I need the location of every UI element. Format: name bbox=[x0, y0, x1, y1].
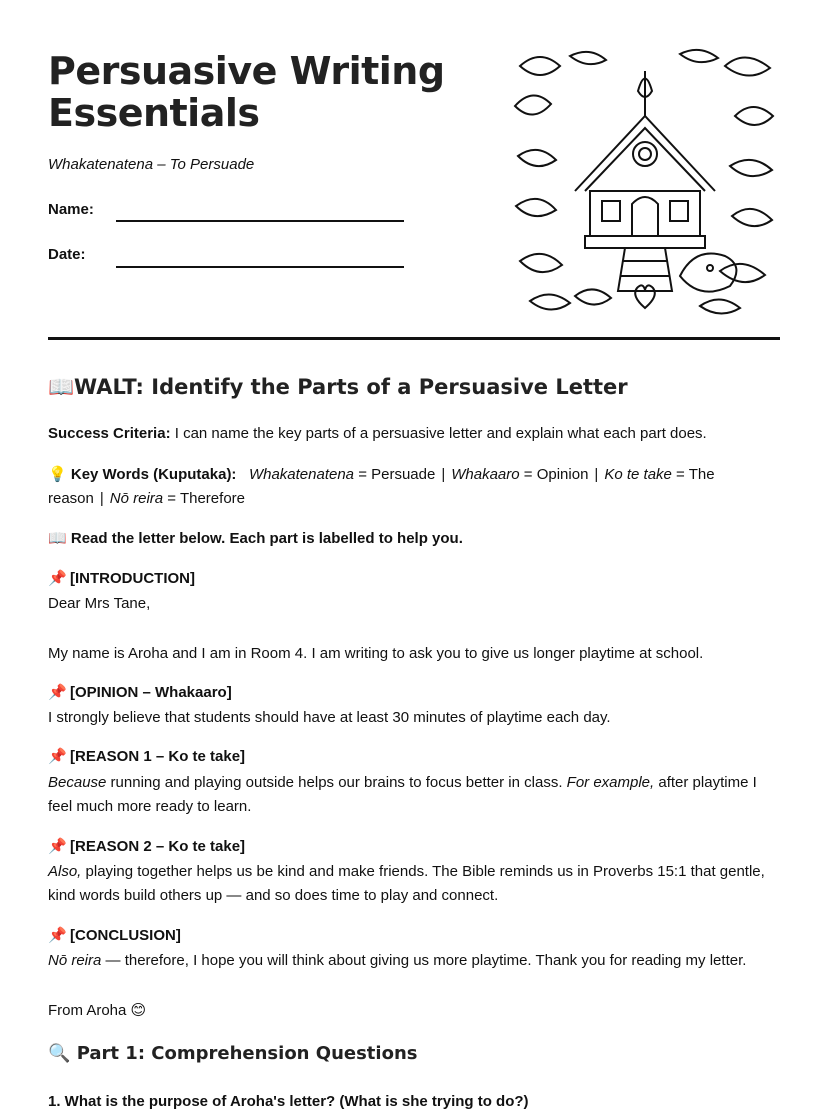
pushpin-icon: 📌 bbox=[48, 570, 67, 587]
reason-1-body bbox=[48, 771, 780, 819]
success-criteria-text: I can name the key parts of a persuasive letter and explain what each part does. bbox=[170, 425, 707, 442]
keyword-term: Whakaaro bbox=[451, 466, 520, 483]
instruction bbox=[48, 527, 780, 551]
section-label-introduction bbox=[48, 567, 780, 591]
pushpin-icon: 📌 bbox=[48, 838, 67, 855]
keyword-term: Ko te take bbox=[604, 466, 672, 483]
key-words-label: Key Words (Kuputaka): bbox=[70, 466, 237, 483]
name-field[interactable] bbox=[116, 220, 404, 222]
pushpin-icon: 📌 bbox=[48, 684, 67, 701]
keyword-separator: | bbox=[441, 466, 446, 483]
keyword-meaning: = The reason bbox=[48, 466, 715, 507]
section-label-conclusion bbox=[48, 924, 780, 948]
date-field[interactable] bbox=[116, 266, 404, 268]
opinion-body: I strongly believe that students should have at least 30 minutes of playtime each day. bbox=[48, 709, 611, 726]
keyword-separator: | bbox=[99, 490, 104, 507]
reason-1-label: [REASON 1 – Ko te take] bbox=[70, 748, 246, 765]
opinion-label: [OPINION – Whakaaro] bbox=[70, 684, 232, 701]
success-criteria-label: Success Criteria: bbox=[48, 425, 171, 442]
reason-2-body bbox=[48, 860, 780, 908]
name-label: Name: bbox=[48, 201, 94, 218]
question-1: 1. What is the purpose of Aroha's letter? (What is she trying to do?) bbox=[48, 1093, 529, 1110]
header-divider bbox=[48, 337, 780, 340]
reason-1-lead: Because bbox=[48, 774, 107, 791]
wharenui-coloring-page-icon bbox=[510, 46, 780, 318]
introduction-body: My name is Aroha and I am in Room 4. I am writing to ask you to give us longer playtime at school. bbox=[48, 645, 704, 662]
reason-2-label: [REASON 2 – Ko te take] bbox=[70, 838, 246, 855]
instruction-text: Read the letter below. Each part is labelled to help you. bbox=[70, 530, 463, 547]
section-label-opinion bbox=[48, 681, 780, 705]
letter-greeting: Dear Mrs Tane, bbox=[48, 595, 151, 612]
introduction-label: [INTRODUCTION] bbox=[70, 570, 195, 587]
reason-1-text-b: after playtime I feel much more ready to learn. bbox=[48, 774, 757, 815]
book-icon: 📖 bbox=[48, 375, 75, 399]
keyword-separator: | bbox=[594, 466, 599, 483]
date-label: Date: bbox=[48, 246, 86, 263]
key-words bbox=[48, 463, 780, 511]
walt-heading bbox=[48, 375, 628, 400]
reason-1-lead-2: For example, bbox=[566, 774, 655, 791]
pushpin-icon: 📌 bbox=[48, 748, 67, 765]
book-icon: 📖 bbox=[48, 530, 67, 547]
keyword-meaning: = Opinion bbox=[519, 466, 589, 483]
part-1-heading bbox=[48, 1043, 417, 1064]
conclusion-body bbox=[48, 949, 780, 973]
section-label-reason-2 bbox=[48, 835, 780, 859]
section-label-reason-1 bbox=[48, 745, 780, 769]
conclusion-text: — therefore, I hope you will think about giving us more playtime. Thank you for reading my letter. bbox=[101, 952, 747, 969]
magnifier-icon: 🔍 bbox=[48, 1043, 71, 1064]
keyword-meaning: = Persuade bbox=[354, 466, 436, 483]
conclusion-lead: Nō reira bbox=[48, 952, 102, 969]
reason-1-text-a: running and playing outside helps our brains to focus better in class. bbox=[106, 774, 567, 791]
lightbulb-icon: 💡 bbox=[48, 466, 67, 483]
reason-2-lead: Also, bbox=[48, 863, 82, 880]
part-1-heading-text: Part 1: Comprehension Questions bbox=[76, 1043, 418, 1064]
conclusion-label: [CONCLUSION] bbox=[70, 927, 181, 944]
pushpin-icon: 📌 bbox=[48, 927, 67, 944]
keyword-term: Nō reira bbox=[109, 490, 164, 507]
success-criteria bbox=[48, 422, 780, 446]
walt-text: WALT: Identify the Parts of a Persuasive Letter bbox=[74, 375, 628, 399]
reason-2-text: playing together helps us be kind and make friends. The Bible reminds us in Proverbs 15:1 that gentle, kind words build others up — and so does time to play and connect. bbox=[48, 863, 765, 904]
page-subtitle: Whakatenatena – To Persuade bbox=[48, 156, 255, 173]
page-title: Persuasive Writing Essentials bbox=[48, 49, 445, 135]
keyword-meaning: = Therefore bbox=[163, 490, 245, 507]
keyword-term: Whakatenatena bbox=[248, 466, 355, 483]
letter-signoff: From Aroha 😊 bbox=[48, 1002, 147, 1019]
